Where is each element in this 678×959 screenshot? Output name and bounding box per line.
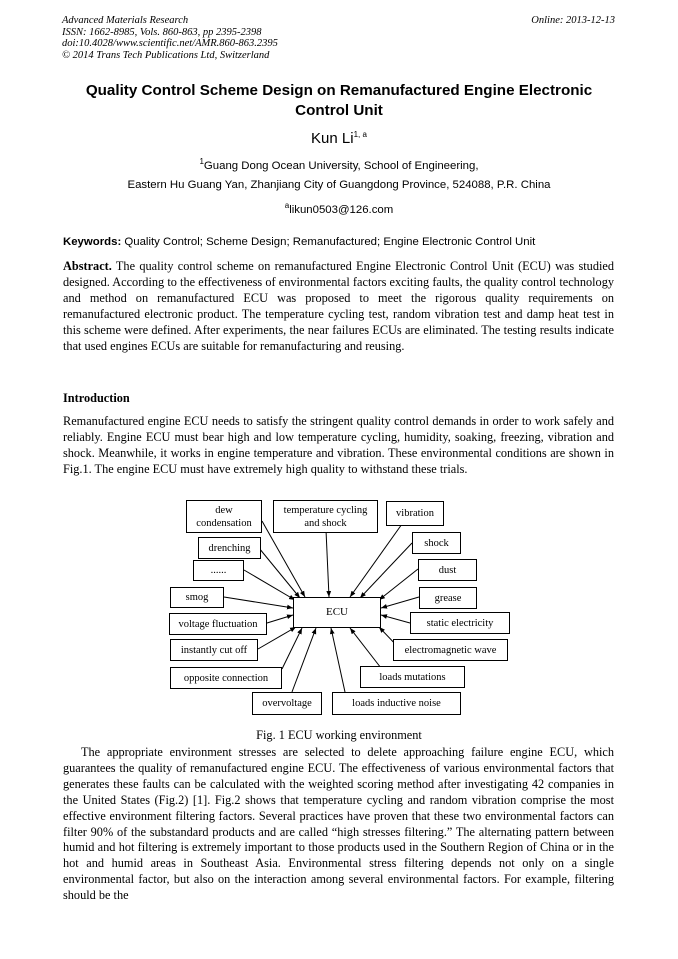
arrow-dust	[379, 569, 418, 600]
arrow-ellipsis	[244, 570, 295, 600]
aff1-text: Guang Dong Ocean University, School of Engineering,	[203, 159, 479, 172]
paper-title	[62, 81, 616, 121]
arrow-vibration	[350, 524, 402, 597]
factor-loads-mutations: loads mutations	[360, 666, 465, 688]
factor-overvoltage: overvoltage	[252, 692, 322, 715]
factor-grease: grease	[419, 587, 477, 609]
factor-drenching: drenching	[198, 537, 261, 559]
online-date: Online: 2013-12-13	[531, 15, 615, 26]
factor-vibration: vibration	[386, 501, 444, 526]
temp-line-1: temperature cycling	[283, 504, 368, 516]
dew-line-2: condensation	[196, 517, 252, 529]
intro-heading: Introduction	[63, 391, 130, 405]
email-link[interactable]: likun0503@126.com	[289, 203, 394, 216]
keywords	[63, 236, 623, 248]
email	[0, 201, 678, 216]
arrow-smog	[224, 597, 293, 608]
author-sup: 1, a	[353, 130, 367, 139]
abstract-text: The quality control scheme on remanufactured Engine Electronic Control Unit (ECU) was studied designed. According to the effectiveness of environmental factors exciting faults, the quality control technology and method on remanufactured ECU was proposed to meet the rigorous quality requirements on remanufactured electronic product. The temperature cycling test, random vibration test and damp heat test in this scheme were defined. After experiments, the near failures ECUs are eliminated. The testing results indicate that used engines ECUs are suitable for remanufacturing and reusing.	[63, 259, 614, 353]
intro-paragraph-2: The appropriate environment stresses are selected to delete approaching failure engine ECU, which guarantees the quality of remanufactured engine ECU. The effectiveness of various environmental factors that generates these faults can be calculated with the weighted scoring method after investigating 42 companies in the United States (Fig.2) [1]. Fig.2 shows that temperature cycling and random vibration comprise the most effective environment filtering factors. Several practices have proven that these two environmental factors can filter 90% of the substandard products and are called “high stresses filtering.” The alternating pattern between humid and hot filtering is extremely important to those products used in the Southern Region of China or in the hot and humid areas in Southeast Asia. Environmental stress filtering depends not only on a single environmental factor, but also on the interaction among several environmental factors. For example, filtering should be the	[63, 745, 614, 903]
arrow-drenching	[259, 548, 300, 598]
factor-opposite-connection: opposite connection	[170, 667, 282, 689]
abstract	[63, 259, 614, 354]
arrow-grease	[381, 597, 419, 608]
arrow-opposite	[282, 628, 302, 669]
aff1-sup: 1	[199, 157, 204, 166]
factor-electromagnetic-wave: electromagnetic wave	[393, 639, 508, 661]
abstract-label: Abstract.	[63, 259, 112, 273]
title-line-1: Quality Control Scheme Design on Remanufactured Engine Electronic	[85, 82, 593, 99]
title-line-2: Control Unit	[295, 102, 383, 119]
factor-temperature-cycling	[273, 500, 378, 533]
author	[0, 130, 678, 147]
intro-paragraph-1: Remanufactured engine ECU needs to satisfy the stringent quality control demands in order to work safely and reliably. Engine ECU must bear high and low temperature cycling, humidity, soaking, freezing, vibration and shock. Meanwhile, it works in engine temperature and vibration. These environmental conditions are shown in Fig.1. The engine ECU must have extremely high quality to withstand these trials.	[63, 414, 614, 476]
arrow-static	[381, 615, 410, 623]
dew-line-1: dew	[215, 504, 233, 516]
factor-voltage-fluctuation: voltage fluctuation	[169, 613, 267, 635]
keywords-text: Quality Control; Scheme Design; Remanufactured; Engine Electronic Control Unit	[124, 236, 536, 248]
issn: ISSN: 1662-8985, Vols. 860-863, pp 2395-2398	[62, 26, 262, 38]
factor-loads-inductive-noise: loads inductive noise	[332, 692, 461, 715]
factor-ellipsis: ......	[193, 560, 244, 581]
temp-line-2: and shock	[304, 517, 347, 529]
arrow-loads-ind	[331, 628, 345, 692]
copyright: © 2014 Trans Tech Publications Ltd, Switzerland	[62, 49, 270, 61]
doi: doi:10.4028/www.scientific.net/AMR.860-863.2395	[62, 38, 278, 50]
keywords-label: Keywords:	[63, 236, 122, 248]
affiliation-2: Eastern Hu Guang Yan, Zhanjiang City of Guangdong Province, 524088, P.R. China	[127, 179, 551, 191]
arrow-voltage	[267, 615, 293, 623]
factor-instantly-cut-off: instantly cut off	[170, 639, 258, 661]
factor-shock: shock	[412, 532, 461, 554]
author-name: Kun Li	[311, 130, 354, 147]
figure-caption: Fig. 1 ECU working environment	[256, 728, 422, 742]
arrow-loads-mut	[350, 628, 381, 668]
factor-static-electricity: static electricity	[410, 612, 510, 634]
ecu-box: ECU	[293, 597, 381, 628]
journal-name: Advanced Materials Research	[62, 15, 189, 26]
arrow-overvoltage	[292, 628, 316, 692]
factor-dust: dust	[418, 559, 477, 581]
arrow-temp	[326, 530, 329, 597]
journal-header	[62, 15, 278, 61]
factor-dew-condensation	[186, 500, 262, 533]
arrow-shock	[360, 543, 412, 598]
email-sup: a	[284, 201, 290, 210]
affiliation-1	[0, 157, 678, 172]
factor-smog: smog	[170, 587, 224, 608]
